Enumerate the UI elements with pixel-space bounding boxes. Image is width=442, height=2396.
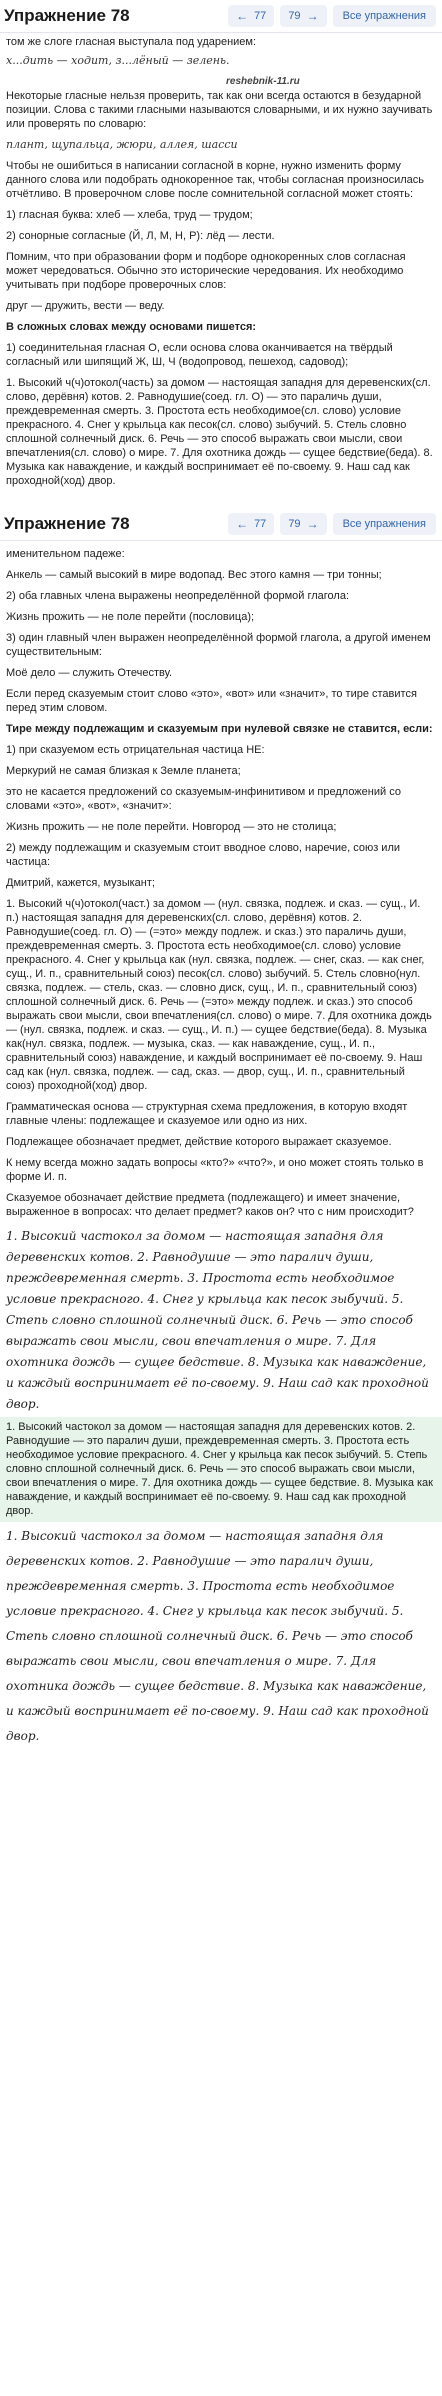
next-exercise-button[interactable] <box>280 5 326 27</box>
text-line: друг — дружить, вести — веду. <box>6 300 165 312</box>
text-line: Жизнь прожить — не поле перейти (пословица); <box>6 611 255 623</box>
text-line: Если перед сказуемым стоит слово «это», «вот» или «значит», то тире ставится перед этим словом. <box>6 688 417 714</box>
exercise-section-2 <box>0 508 442 1749</box>
exercise-text <box>0 541 442 1415</box>
text-line: 1) при сказуемом есть отрицательная частица НЕ: <box>6 744 265 756</box>
theory-line: Сказуемое обозначает действие предмета (подлежащего) и имеет значение, выраженное в вопросах: что делает предмет? каков он? что с ним происходит? <box>6 1192 414 1218</box>
text-line: том же слоге гласная выступала под ударением: <box>6 36 257 48</box>
text-line: Меркурий не самая близкая к Земле планета; <box>6 765 241 777</box>
next-exercise-button[interactable] <box>280 513 326 535</box>
text-line: 2) сонорные согласные (Й, Л, М, Н, Р): лёд — лести. <box>6 230 275 242</box>
text-line: Моё дело — служить Отечеству. <box>6 667 173 679</box>
text-line: Жизнь прожить — не поле перейти. Новгород — это не столица; <box>6 821 337 833</box>
prev-number: 77 <box>254 518 267 530</box>
exercise-nav <box>228 513 436 535</box>
exercise-section-1 <box>0 0 442 495</box>
theory-line: К нему всегда можно задать вопросы «кто?» «что?», и оно может стоять только в форме И. п. <box>6 1157 424 1183</box>
handwritten-answer-2 <box>0 1522 442 1749</box>
text-line: 2) оба главных члена выражены неопределённой формой глагола: <box>6 590 350 602</box>
arrow-right-icon: → <box>306 9 319 23</box>
prev-number: 77 <box>254 10 267 22</box>
text-line: плант, щупальца, жюри, аллея, шасси <box>6 138 238 151</box>
text-line: Некоторые гласные нельзя проверить, так как они всегда остаются в безударной позиции. Слова с такими гласными называются словарными, и их нужно заучивать или проверять по словарю: <box>6 90 433 130</box>
answer-block <box>0 1417 442 1522</box>
text-line: Тире между подлежащим и сказуемым при нулевой связке не ставится, если: <box>6 723 433 735</box>
theory-line: Подлежащее обозначает предмет, действие которого выражает сказуемое. <box>6 1136 392 1148</box>
handwritten-answer <box>6 1524 436 1749</box>
answer-text: 1. Высокий ч(ч)отокол(част.) за домом — (нул. связка, подлеж. и сказ. — сущ., И. п.) настоящая западня для деревенских(сл. слово, дерёвня) котов. 2. Равнодушие(соед. гл. О) — (=это» между подлеж. и сказ.) это параличь души, преждевременная смерть. 3. Простота есть необходимое(сл. слово) условие прекрасного. 4. Снег у крыльца как (нул. связка, подлеж. — снег, сказ. — как снег, сущ., И. п., сравнительный союз) песок(сл. слово) зыбучий. 5. Стель словно(нул. связка, подлеж. — стель, сказ. — словно диск, сущ., И. п., сравнительный союз) сплошной солнечный диск. 6. Речь — (=это» между подлеж. и сказ.) это способ выражать свои мысли, свои впечатления(сл. слово) о мире. 7. Для охотника дождь — (нул. связка, подлеж. и сказ. — сущ., И. п.) — сущее бедствие(беда). 8. Музыка как(нул. связка, подлеж. — музыка, сказ. — как наваждение, сущ., И. п., сравнительный союз) наваждение, и каждый воспринимает её по-своему. 9. Наш сад как (нул. связка, подлеж. — сад, сказ. — двор, сущ., И. п., сравнительный союз) проходной(ход) двор. <box>6 898 432 1092</box>
all-exercises-button[interactable]: Все упражнения <box>333 513 436 535</box>
text-line: именительном падеже: <box>6 548 125 560</box>
text-line: х...дить — ходит, з...лёный — зелень. <box>6 54 230 67</box>
exercise-header <box>0 0 442 33</box>
text-line: Дмитрий, кажется, музыкант; <box>6 877 155 889</box>
text-line: это не касается предложений со сказуемым-инфинитивом и предложений со словами «это», «вот», «значит»: <box>6 786 401 812</box>
text-line: Анкель — самый высокий в мире водопад. Вес этого камня — три тонны; <box>6 569 382 581</box>
theory-line: Грамматическая основа — структурная схема предложения, в которую входят главные члены: подлежащее и сказуемое или одно из них. <box>6 1101 408 1127</box>
prev-exercise-button[interactable] <box>228 513 274 535</box>
text-line: В сложных словах между основами пишется: <box>6 321 257 333</box>
handwritten-answer <box>6 1226 436 1415</box>
text-line: 2) между подлежащим и сказуемым стоит вводное слово, наречие, союз или частица: <box>6 842 401 868</box>
all-exercises-button[interactable]: Все упражнения <box>333 5 436 27</box>
handwritten-text: 1. Высокий частокол за домом — настоящая западня для деревенских котов. 2. Равнодушие — это паралич души, преждевременная смерть. 3. Простота есть необходимое условие прекрасного. 4. Снег у крыльца как песок зыбучий. 5. Степь словно сплошной солнечный диск. 6. Речь — это способ выражать свои мысли, свои впечатления о мире. 7. Для охотника дождь — сущее бедствие. 8. Музыка как наваждение, и каждый воспринимает её по-своему. 9. Наш сад как проходной двор. <box>6 1229 429 1411</box>
arrow-left-icon: ← <box>236 9 249 23</box>
text-line: 1) соединительная гласная О, если основа слова оканчивается на твёрдый согласный или шипящий Ж, Ш, Ч (водопровод, пешеход, садовод); <box>6 342 393 368</box>
answer-text: 1. Высокий ч(ч)отокол(часть) за домом — настоящая западня для деревенских(сл. слово, дерёвня) котов. 2. Равнодушие(соед. гл. О) — это параличь души, преждевременная смерть. 3. Простота есть необходимое(сл. слово) условие прекрасного. 4. Снег у крыльца как песок(сл. слово) зыбучий. 5. Стель словно сплошной солнечный диск. 6. Речь — это способ выражать свои мысли, свои впечатления(сл. слово) о мире. 7. Для охотника дождь — сущее бедствие(беда). 8. Музыка как наваждение, и каждый воспринимает её по-своему. 9. Наш сад как проходной(ход) двор. <box>6 377 433 487</box>
arrow-right-icon: → <box>306 517 319 531</box>
handwritten-text: 1. Высокий частокол за домом — настоящая западня для деревенских котов. 2. Равнодушие — это паралич души, преждевременная смерть. 3. Простота есть необходимое условие прекрасного. 4. Снег у крыльца как песок зыбучий. 5. Степь словно сплошной солнечный диск. 6. Речь — это способ выражать свои мысли, свои впечатления о мире. 7. Для охотника дождь — сущее бедствие. 8. Музыка как наваждение, и каждый воспринимает её по-своему. 9. Наш сад как проходной двор. <box>6 1529 429 1743</box>
text-line: 1) гласная буква: хлеб — хлеба, труд — трудом; <box>6 209 253 221</box>
next-number: 79 <box>288 10 301 22</box>
text-line: Помним, что при образовании форм и подборе однокоренных слов согласная может чередоваться. Обычно это исторические чередования. Их необходимо учитывать при подборе проверочных слов: <box>6 251 406 291</box>
exercise-title: Упражнение 78 <box>4 6 130 25</box>
exercise-title: Упражнение 78 <box>4 514 130 533</box>
green-answer-text: 1. Высокий частокол за домом — настоящая западня для деревенских котов. 2. Равнодушие — это паралич души, преждевременная смерть. 3. Простота есть необходимое условие прекрасного. 4. Снег у крыльца как песок зыбучий. 5. Степь словно сплошной солнечный диск. 6. Речь — это способ выражать свои мысли, свои впечатления о мире. 7. Для охотника дождь — сущее бедствие. 8. Музыка как наваждение, и каждый воспринимает её по-своему. 9. Наш сад как проходной двор. <box>6 1421 433 1517</box>
next-number: 79 <box>288 518 301 530</box>
watermark: reshebnik-11.ru <box>226 76 300 87</box>
arrow-left-icon: ← <box>236 517 249 531</box>
prev-exercise-button[interactable] <box>228 5 274 27</box>
exercise-text <box>0 33 442 488</box>
text-line: Чтобы не ошибиться в написании согласной в корне, нужно изменить форму данного слова или подобрать однокоренное так, чтобы согласная произносилась отчётливо. В проверочном слове после сомнительной согласной может стоять: <box>6 160 424 200</box>
text-line: 3) один главный член выражен неопределённой формой глагола, а другой именем существительным: <box>6 632 431 658</box>
exercise-header <box>0 508 442 541</box>
exercise-nav <box>228 5 436 27</box>
